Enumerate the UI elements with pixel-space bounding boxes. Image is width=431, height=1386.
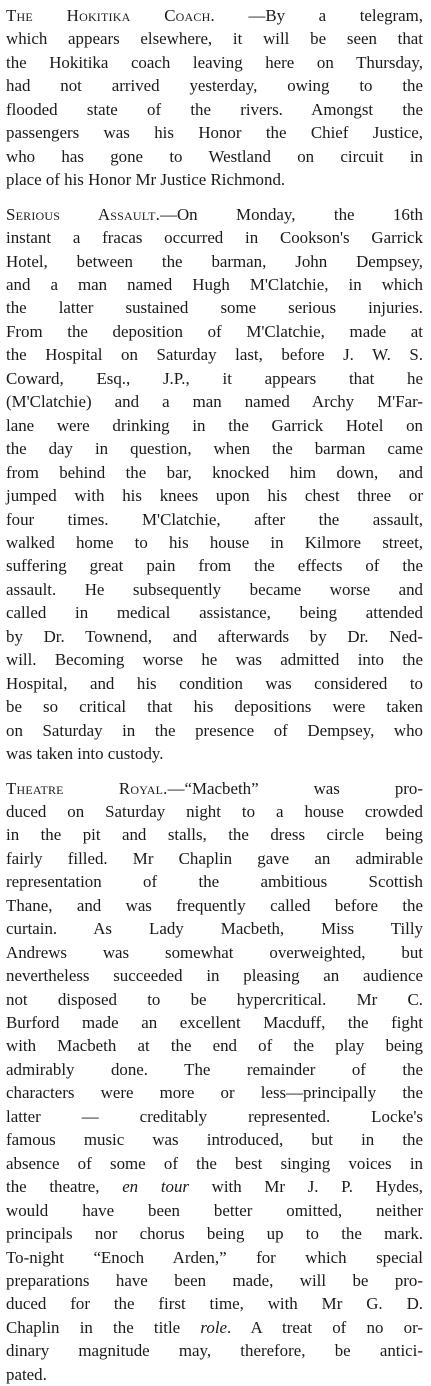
article-line: Hotel, between the barman, John Dempsey, bbox=[6, 250, 423, 273]
article-line: assault. He subsequently became worse and bbox=[6, 578, 423, 601]
article-line: Coward, Esq., J.P., it appears that he bbox=[6, 367, 423, 390]
italic-phrase: role bbox=[200, 1318, 227, 1337]
article-line: the day in question, when the barman came bbox=[6, 437, 423, 460]
article-line: Serious Assault.—On Monday, the 16th bbox=[6, 203, 423, 226]
article-line: the Hospital on Saturday last, before J. W. S. bbox=[6, 343, 423, 366]
article-line: the latter sustained some serious injuries. bbox=[6, 296, 423, 319]
paragraph-gap bbox=[6, 192, 423, 203]
article-line: From the deposition of M'Clatchie, made at bbox=[6, 320, 423, 343]
article-line: suffering great pain from the effects of the bbox=[6, 554, 423, 577]
article-heading: The Hokitika Coach. bbox=[6, 6, 215, 25]
article-line: be so critical that his depositions were taken bbox=[6, 695, 423, 718]
article-line: Theatre Royal.—“Macbeth” was pro- bbox=[6, 777, 423, 800]
article-line: admirably done. The remainder of the bbox=[6, 1058, 423, 1081]
article-line: curtain. As Lady Macbeth, Miss Tilly bbox=[6, 917, 423, 940]
article-line: will. Becoming worse he was admitted into the bbox=[6, 648, 423, 671]
article-line: absence of some of the best singing voices in bbox=[6, 1152, 423, 1175]
article-line: The Hokitika Coach. —By a telegram, bbox=[6, 4, 423, 27]
article-line: Hospital, and his condition was considered to bbox=[6, 672, 423, 695]
article-theatre-royal bbox=[6, 777, 423, 1386]
article-line: which appears elsewhere, it will be seen that bbox=[6, 27, 423, 50]
article-line: from behind the bar, knocked him down, and bbox=[6, 461, 423, 484]
article-line: in the pit and stalls, the dress circle being bbox=[6, 823, 423, 846]
paragraph-gap bbox=[6, 766, 423, 777]
article-line: jumped with his knees upon his chest three or bbox=[6, 484, 423, 507]
newspaper-column bbox=[6, 4, 423, 1386]
article-line: Chaplin in the title role. A treat of no or- bbox=[6, 1316, 423, 1339]
article-line: Andrews was somewhat overweighted, but bbox=[6, 941, 423, 964]
article-serious-assault bbox=[6, 203, 423, 766]
article-line: four times. M'Clatchie, after the assault, bbox=[6, 508, 423, 531]
article-line: with Macbeth at the end of the play being bbox=[6, 1034, 423, 1057]
article-line: called in medical assistance, being attended bbox=[6, 601, 423, 624]
article-line: on Saturday in the presence of Dempsey, who bbox=[6, 719, 423, 742]
article-line: the Hokitika coach leaving here on Thursday, bbox=[6, 51, 423, 74]
article-line: the theatre, en tour with Mr J. P. Hydes, bbox=[6, 1175, 423, 1198]
article-line: nevertheless succeeded in pleasing an audience bbox=[6, 964, 423, 987]
article-line: place of his Honor Mr Justice Richmond. bbox=[6, 168, 423, 191]
italic-phrase: en tour bbox=[122, 1177, 189, 1196]
article-line: passengers was his Honor the Chief Justice, bbox=[6, 121, 423, 144]
article-hokitika-coach bbox=[6, 4, 423, 192]
article-line: representation of the ambitious Scottish bbox=[6, 870, 423, 893]
article-line: had not arrived yesterday, owing to the bbox=[6, 74, 423, 97]
article-line: was taken into custody. bbox=[6, 742, 423, 765]
article-line: flooded state of the rivers. Amongst the bbox=[6, 98, 423, 121]
article-line: lane were drinking in the Garrick Hotel on bbox=[6, 414, 423, 437]
article-line: fairly filled. Mr Chaplin gave an admirable bbox=[6, 847, 423, 870]
article-line: by Dr. Townend, and afterwards by Dr. Ned- bbox=[6, 625, 423, 648]
article-line: (M'Clatchie) and a man named Archy M'Far- bbox=[6, 390, 423, 413]
article-line: pated. bbox=[6, 1363, 423, 1386]
article-line: and a man named Hugh M'Clatchie, in which bbox=[6, 273, 423, 296]
article-line: duced for the first time, with Mr G. D. bbox=[6, 1292, 423, 1315]
article-line: Burford made an excellent Macduff, the fight bbox=[6, 1011, 423, 1034]
article-line: instant a fracas occurred in Cookson's Garrick bbox=[6, 226, 423, 249]
article-line: famous music was introduced, but in the bbox=[6, 1128, 423, 1151]
article-heading: Theatre Royal. bbox=[6, 779, 168, 798]
article-line: not disposed to be hypercritical. Mr C. bbox=[6, 988, 423, 1011]
article-line: preparations have been made, will be pro- bbox=[6, 1269, 423, 1292]
article-line: who has gone to Westland on circuit in bbox=[6, 145, 423, 168]
article-line: duced on Saturday night to a house crowded bbox=[6, 800, 423, 823]
article-line: would have been better omitted, neither bbox=[6, 1199, 423, 1222]
article-line: characters were more or less—principally the bbox=[6, 1081, 423, 1104]
article-line: Thane, and was frequently called before the bbox=[6, 894, 423, 917]
article-line: walked home to his house in Kilmore street, bbox=[6, 531, 423, 554]
article-heading: Serious Assault. bbox=[6, 205, 160, 224]
article-line: To-night “Enoch Arden,” for which special bbox=[6, 1246, 423, 1269]
article-line: latter — creditably represented. Locke's bbox=[6, 1105, 423, 1128]
article-line: principals nor chorus being up to the mark. bbox=[6, 1222, 423, 1245]
article-line: dinary magnitude may, therefore, be antici- bbox=[6, 1339, 423, 1362]
